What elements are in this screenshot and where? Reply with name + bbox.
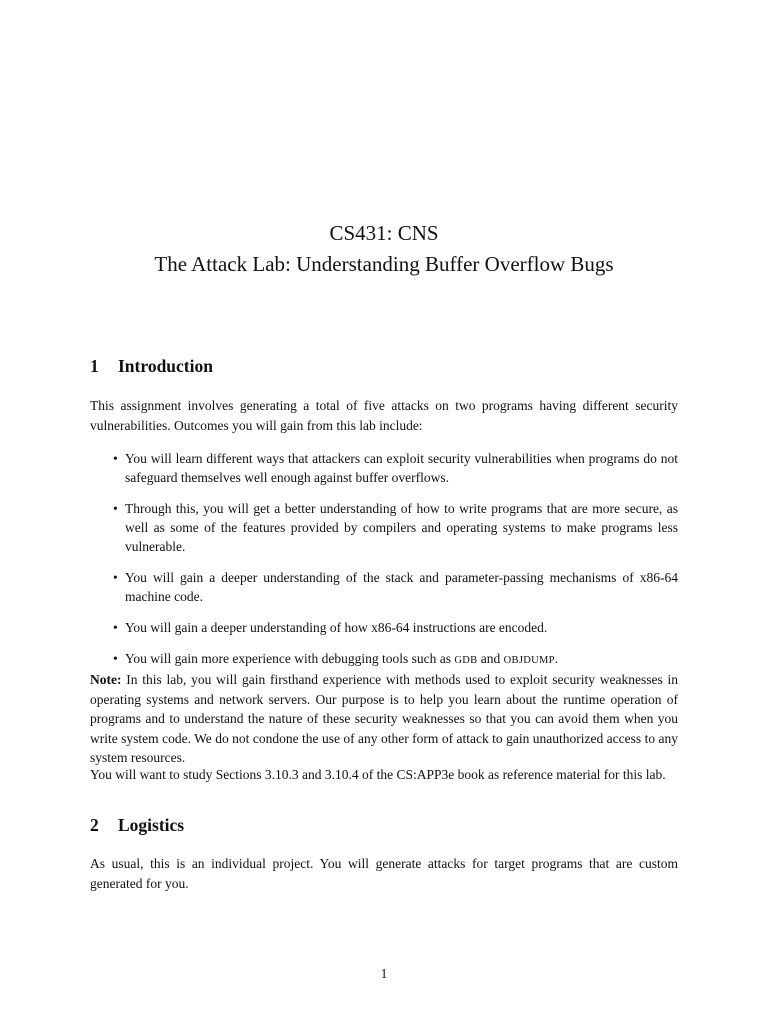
list-item: • You will learn different ways that attackers can exploit security vulnerabilities when programs do not safeguard themselves well enough against buffer overflows.	[113, 451, 678, 485]
tool-name-gdb: GDB	[454, 655, 478, 666]
section-heading-logistics	[90, 814, 184, 836]
list-item: • Through this, you will get a better understanding of how to write programs that are more secure, as well as some of the features provided by compilers and operating systems to make programs less vulnerable.	[113, 501, 678, 554]
list-item: • You will gain a deeper understanding of how x86-64 instructions are encoded.	[113, 620, 548, 635]
list-item: • You will gain more experience with debugging tools such as GDB and OBJDUMP.	[113, 651, 559, 666]
intro-paragraph: This assignment involves generating a total of five attacks on two programs having different security vulnerabilities. Outcomes you will gain from this lab include:	[90, 398, 678, 433]
section-number: 2	[90, 815, 99, 835]
document-title	[0, 218, 768, 280]
page-number: 1	[380, 966, 388, 981]
section-title: Logistics	[118, 815, 185, 835]
list-item: • You will gain a deeper understanding of the stack and parameter-passing mechanisms of x86-64 machine code.	[113, 570, 678, 604]
section-number: 1	[90, 356, 99, 376]
note-paragraph: Note: In this lab, you will gain firsthand experience with methods used to exploit security weaknesses in operating systems and network servers. Our purpose is to help you learn about the runtime operation of programs and to understand the nature of these security weaknesses so that you can avoid them when you write system code. We do not condone the use of any other form of attack to gain unauthorized access to any system resources.	[90, 672, 678, 765]
logistics-paragraph: As usual, this is an individual project. You will generate attacks for target programs that are custom generated for you.	[90, 856, 678, 891]
note-label: Note:	[90, 672, 122, 687]
section-heading-introduction	[90, 355, 213, 377]
tool-name-objdump: OBJDUMP	[503, 655, 555, 666]
outcomes-list	[90, 449, 678, 682]
lab-title: The Attack Lab: Understanding Buffer Overflow Bugs	[154, 252, 614, 276]
course-title: CS431: CNS	[329, 221, 439, 245]
study-paragraph: You will want to study Sections 3.10.3 and 3.10.4 of the CS:APP3e book as reference material for this lab.	[90, 767, 666, 782]
section-title: Introduction	[118, 356, 213, 376]
